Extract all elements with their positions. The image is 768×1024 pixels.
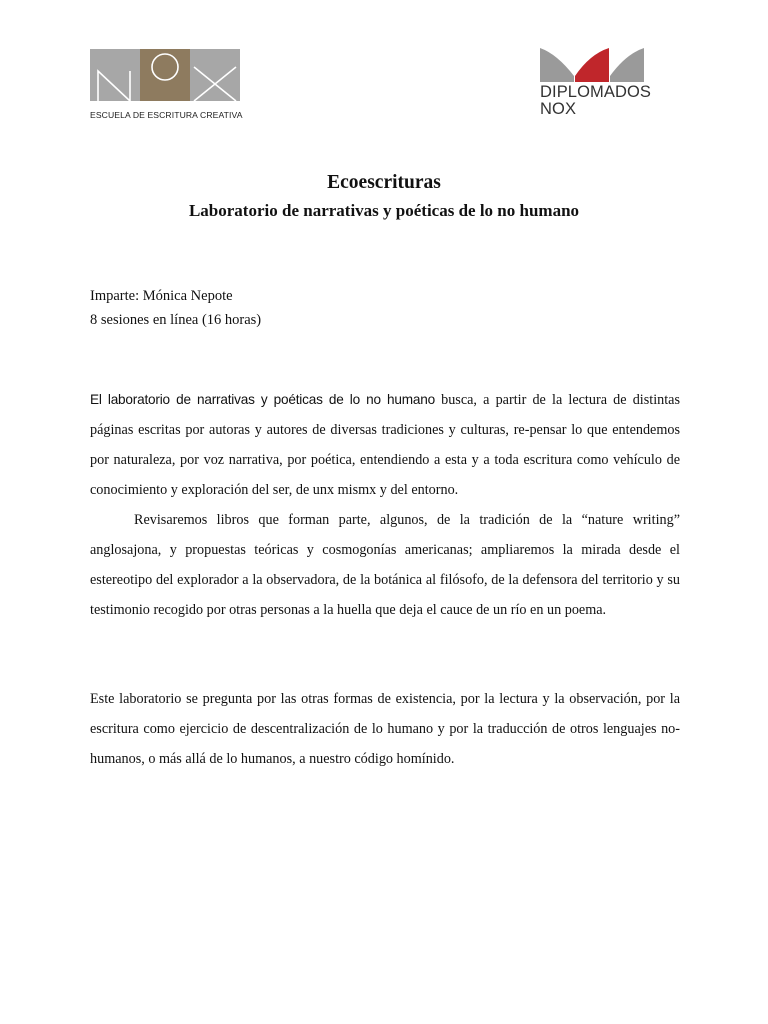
nox-tagline: ESCUELA DE ESCRITURA CREATIVA [90,110,243,120]
diplomados-logo-text [540,84,651,118]
nox-logo [90,49,242,121]
diplomados-logo [540,46,652,126]
diplomados-logo-mark [540,46,644,82]
instructor-line: Imparte: Mónica Nepote [90,288,233,304]
paragraph-intro [90,385,680,505]
course-info [90,284,261,332]
diplomados-line2: NOX [540,100,577,118]
document-subtitle: Laboratorio de narrativas y poéticas de lo no humano [188,201,580,220]
paragraph-questions: Este laboratorio se pregunta por las otras formas de existencia, por la lectura y la observación, por la escritura como ejercicio de descentralización de lo humano y por la traducción de otros lenguajes no-humanos, o más allá de lo humanos, a nuestro código homínido. [90,691,680,767]
diplomados-line1: DIPLOMADOS [540,83,652,101]
nox-logo-mark [90,49,240,101]
paragraph-readings: Revisaremos libros que forman parte, algunos, de la tradición de la “nature writing” anglosajona, y propuestas teóricas y cosmogonías americanas; ampliaremos la mirada desde el estereotipo del explorador a la observadora, de la botánica al filósofo, de la defensora del territorio y su testimonio recogido por otras personas a la huella que deja el cauce de un río en un poema. [90,512,680,618]
document-title: Ecoescrituras [327,172,441,193]
sessions-line: 8 sesiones en línea (16 horas) [90,312,262,328]
paragraph-intro-rest: busca, a partir de la lectura de distintas páginas escritas por autoras y autores de diversas tradiciones y culturas, re-pensar lo que entendemos por naturaleza, por voz narrativa, por poética, entendiendo a esta y a toda escritura como vehículo de conocimiento y exploración del ser, de unx mismx y del entorno. [90,392,680,498]
paragraph-intro-lead: El laboratorio de narrativas y poéticas de lo no humano [90,392,435,407]
